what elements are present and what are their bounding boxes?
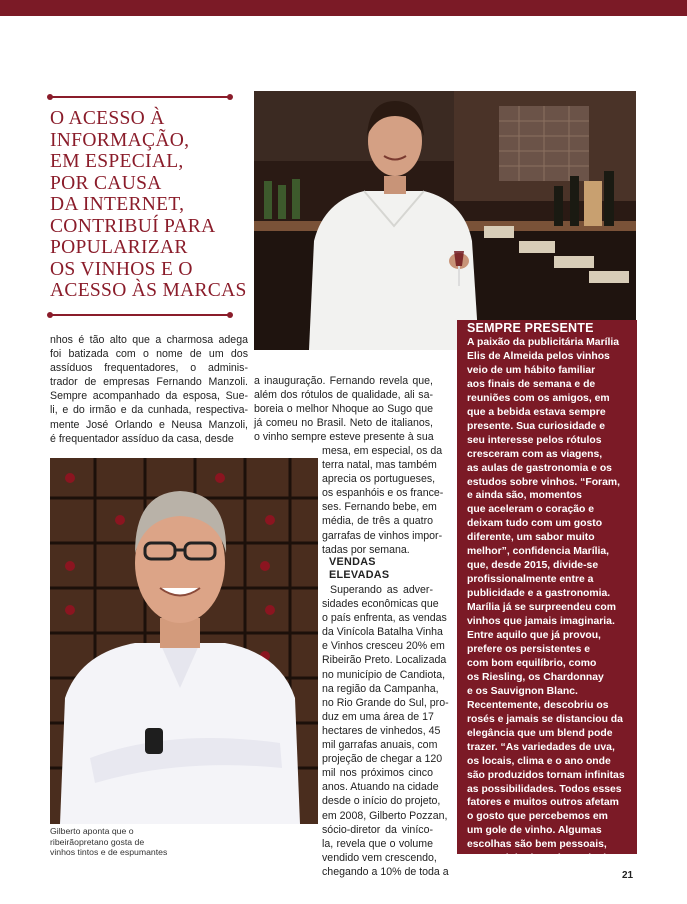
sidebar-line: que, desde 2015, divide-se <box>467 560 599 572</box>
sidebar-line: um gole de vinho. Algumas <box>467 825 602 837</box>
photo-caption <box>50 826 167 858</box>
sidebar-line: presente. Sua curiosidade e <box>467 420 606 432</box>
man-photo <box>50 458 318 824</box>
sidebar-line: e ainda são, momentos <box>467 490 582 502</box>
sidebar-line: deixam tudo com um gosto <box>467 518 603 530</box>
article-line: hectares de vinhedos, 45 <box>322 724 441 737</box>
article-line: no município de Candiota, <box>322 668 446 681</box>
article-line: o país enfrenta, as vendas <box>322 612 447 625</box>
article-line: foi batizada com o nome de um dos <box>50 348 248 361</box>
article-line: mente José Orlando e Neusa Manzoli, <box>50 418 248 431</box>
caption-line: vinhos tintos e de espumantes <box>50 847 168 857</box>
top-color-bar <box>0 0 687 16</box>
article-line: projeção de chegar a 120 <box>322 753 443 766</box>
article-line: ses. Fernando bebe, em <box>322 501 437 514</box>
sidebar-body <box>467 336 625 880</box>
sidebar-line: qual você gosta”, reforça. <box>467 867 595 879</box>
article-line: e Vinhos cresceu 20% em <box>322 640 445 653</box>
article-line: desde o início do projeto, <box>322 795 441 808</box>
article-line: mil nos próximos cinco <box>322 767 433 780</box>
pull-quote-line: O ACESSO À <box>50 108 165 129</box>
article-line: em 2008, Gilberto Pozzan, <box>322 809 448 822</box>
article-line: os espanhóis e os france- <box>322 487 444 500</box>
sidebar-line: melhor”, confidencia Marília, <box>467 546 610 558</box>
sidebar-line: prefere os persistentes e <box>467 643 591 655</box>
article-line: sócio-diretor da viníco- <box>322 823 433 836</box>
sidebar-line: escolhas são bem pessoais, <box>467 839 607 851</box>
article-line: Ribeirão Preto. Localizada <box>322 654 447 667</box>
chef-photo <box>254 91 636 350</box>
article-line: terra natal, mas também <box>322 459 437 472</box>
article-column-2-bottom <box>322 583 449 879</box>
article-line: média, de três a quatro <box>322 515 433 528</box>
article-line: já comeu no Brasil. Neto de italianos, <box>254 417 433 430</box>
caption-line: Gilberto aponta que o <box>50 826 134 836</box>
sidebar-line: mas o vinho bom é aquele do <box>467 853 613 865</box>
sidebar-line: veio de um hábito familiar <box>467 364 596 376</box>
sidebar-line: que aceleram o coração e <box>467 504 595 516</box>
subheading-line: ELEVADAS <box>329 569 390 581</box>
caption-line: ribeirãopretano gosta de <box>50 836 145 847</box>
article-line: trador de empresas Fernando Manzoli. <box>50 376 248 389</box>
pull-quote-line: OS VINHOS E O <box>50 258 193 280</box>
pull-quote-top-rule <box>50 96 230 98</box>
sidebar-line: Entre aquilo que já provou, <box>467 630 601 642</box>
pull-quote-line: ACESSO ÀS MARCAS <box>50 280 247 301</box>
sidebar-line: Elis de Almeida pelos vinhos <box>467 350 610 362</box>
sidebar-line: A paixão da publicitária Marília <box>467 337 620 348</box>
article-line: da Vinícola Batalha Vinha <box>322 626 443 639</box>
article-line: é frequentador assíduo da casa, desde <box>50 432 234 445</box>
article-line: li, e do irmão e da cunhada, respectiva- <box>50 404 248 417</box>
article-line: mesa, em especial, os da <box>322 445 443 457</box>
sidebar-line: seu interesse pelos rótulos <box>467 434 602 446</box>
article-line: Superando as adver- <box>330 584 433 596</box>
article-column-2-top <box>254 374 433 444</box>
article-line: assíduos frequentadores, o adminis- <box>50 362 248 375</box>
article-line: la, revela que o volume <box>322 837 433 850</box>
sidebar-line: Recentemente, descobriu os <box>467 699 609 711</box>
sidebar-line: elegância que um blend pode <box>467 727 613 739</box>
sidebar-line: são produzidos tornam infinitas <box>467 769 625 781</box>
sidebar-line: os Riesling, os Chardonnay <box>467 671 604 683</box>
sidebar-title: SEMPRE PRESENTE <box>467 321 594 335</box>
subheading-line: VENDAS <box>329 556 376 568</box>
sidebar-line: profissionalmente entre a <box>467 574 594 586</box>
sidebar-line: reuniões com os amigos, em <box>467 392 610 404</box>
pull-quote-line: POR CAUSA <box>50 172 162 194</box>
sidebar-line: os locais, clima e o ano onde <box>467 755 611 767</box>
article-line: o vinho sempre esteve presente à sua <box>254 431 434 444</box>
pull-quote-bottom-rule <box>50 314 230 316</box>
pull-quote-line: EM ESPECIAL, <box>50 151 184 172</box>
pull-quote-line: INFORMAÇÃO, <box>50 129 190 151</box>
article-line: tadas por semana. <box>322 543 410 556</box>
article-line: no Rio Grande do Sul, pro- <box>322 696 449 709</box>
sidebar-line: trazer. “As variedades de uva, <box>467 741 615 753</box>
article-line: sidades econômicas que <box>322 598 439 611</box>
sidebar-line: com bom equilíbrio, como <box>467 657 597 669</box>
sidebar-line: publicidade e a gastronomia. <box>467 588 611 600</box>
sidebar-line: aos finais de semana e de <box>467 378 596 390</box>
pull-quote-line: DA INTERNET, <box>50 194 185 215</box>
article-line: boreia o melhor Nhoque ao Sugo que <box>254 403 433 416</box>
article-line: além dos rótulos de qualidade, ali sa- <box>254 389 433 402</box>
subheading <box>329 556 389 582</box>
article-line: chegando a 10% de toda a <box>322 865 449 878</box>
article-line: Sempre acompanhado da esposa, Sue- <box>50 390 248 403</box>
sidebar-line: que a bebida estava sempre <box>467 406 606 418</box>
sidebar-line: e os Sauvignon Blanc. <box>467 685 578 697</box>
pull-quote <box>50 108 250 302</box>
article-line: garrafas de vinhos impor- <box>322 529 443 542</box>
article-line: vendido vem crescendo, <box>322 851 437 864</box>
article-column-1 <box>50 333 248 446</box>
article-line: mil garrafas anuais, com <box>322 739 438 752</box>
pull-quote-line: POPULARIZAR <box>50 237 188 258</box>
article-line: a inauguração. Fernando revela que, <box>254 375 433 387</box>
article-line: na região da Campanha, <box>322 682 439 695</box>
sidebar-line: vinhos que jamais imaginaria. <box>467 616 615 628</box>
sidebar-line: o gosto que percebemos em <box>467 811 608 823</box>
pull-quote-line: CONTRIBUÍ PARA <box>50 215 216 237</box>
sidebar-line: as aulas de gastronomia e os <box>467 462 612 474</box>
page-number: 21 <box>622 870 634 881</box>
sidebar-line: as possibilidades. Todos esses <box>467 783 622 795</box>
sidebar-line: estudos sobre vinhos. “Foram, <box>467 476 621 488</box>
article-line: anos. Atuando na cidade <box>322 781 439 794</box>
sidebar-line: diferente, um sabor muito <box>467 532 595 544</box>
sidebar-line: rosés e jamais se distanciou da <box>467 713 623 725</box>
article-line: aprecia os portugueses, <box>322 473 436 486</box>
article-line: duz em uma área de 17 <box>322 710 434 723</box>
sidebar-line: Marília já se surpreendeu com <box>467 602 616 614</box>
article-column-2-narrow <box>322 444 444 557</box>
sidebar-line: fatores e muitos outros afetam <box>467 797 619 809</box>
article-line: nhos é tão alto que a charmosa adega <box>50 334 248 346</box>
sidebar-line: cresceram com as viagens, <box>467 448 603 460</box>
